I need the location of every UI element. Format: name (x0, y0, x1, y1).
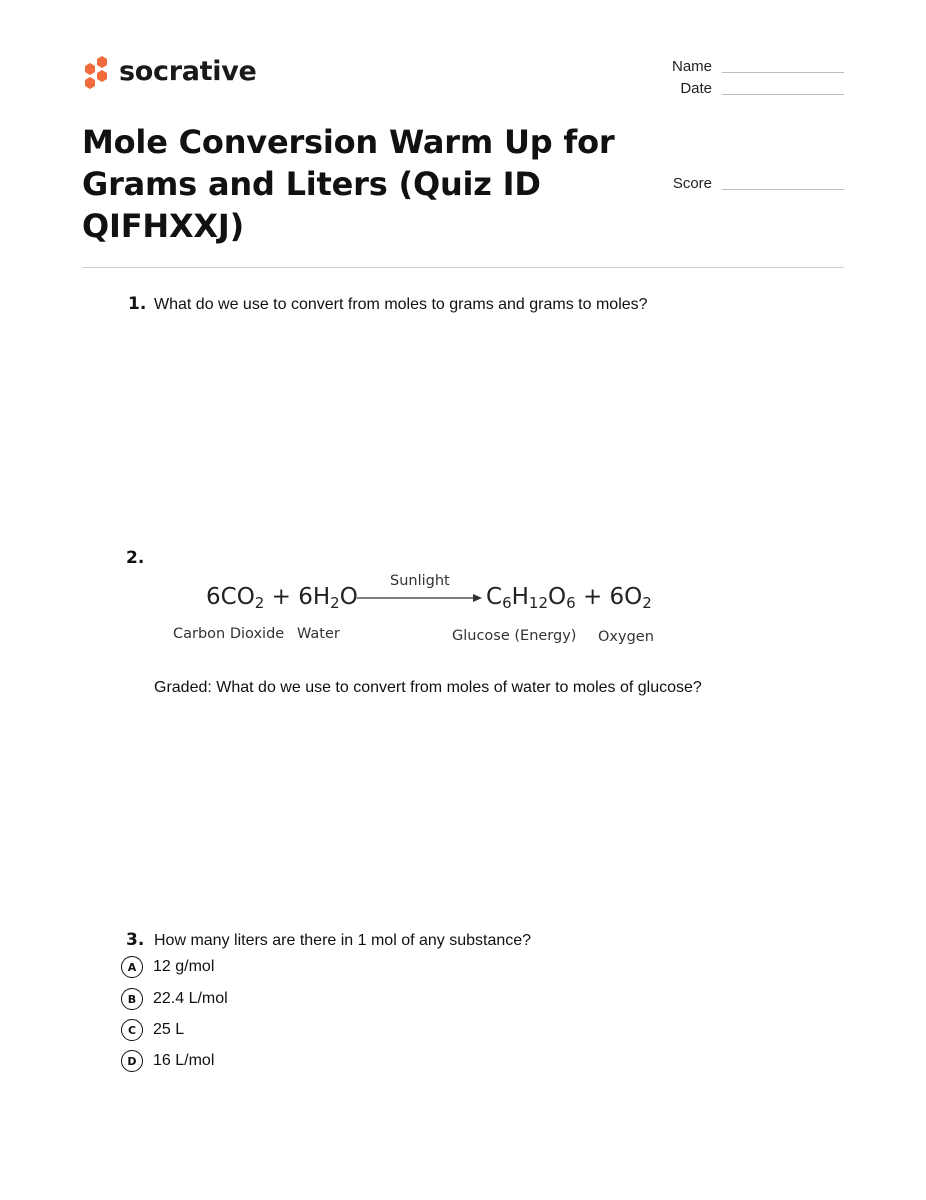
date-field-line[interactable] (722, 94, 844, 95)
option-d-badge: D (121, 1050, 143, 1072)
option-c-text: 25 L (153, 1021, 185, 1038)
brand-name: socrative (119, 56, 257, 87)
hexagon-cluster-icon (82, 54, 110, 90)
quiz-title: Mole Conversion Warm Up for Grams and Liters (Quiz ID QIFHXXJ) (82, 123, 615, 245)
label-water: Water (297, 626, 340, 642)
photosynthesis-equation (168, 568, 668, 658)
option-c[interactable] (121, 1019, 184, 1041)
label-carbon-dioxide: Carbon Dioxide (173, 626, 285, 642)
label-oxygen: Oxygen (598, 629, 654, 645)
reactants: $6CO_2 + 6H_2O$ (206, 584, 358, 612)
question-1-text: What do we use to convert from moles to grams and grams to moles? (154, 296, 648, 313)
option-c-badge: C (121, 1019, 143, 1041)
option-b-badge: B (121, 988, 143, 1010)
question-3-number: 3. (126, 930, 145, 950)
score-field-line[interactable] (722, 189, 844, 190)
arrow-label-sunlight: Sunlight (390, 573, 450, 589)
question-1-number: 1. (128, 294, 147, 314)
option-b[interactable] (121, 988, 228, 1010)
option-a-badge: A (121, 956, 143, 978)
question-3-text: How many liters are there in 1 mol of any substance? (154, 932, 532, 949)
label-glucose: Glucose (Energy) (452, 628, 577, 644)
score-label: Score (672, 175, 712, 192)
question-2-number: 2. (126, 548, 145, 568)
socrative-logo (82, 54, 257, 90)
name-label: Name (671, 58, 712, 75)
option-d-text: 16 L/mol (153, 1052, 215, 1069)
products: $C_6H_{12}O_6 + 6O_2$ (486, 584, 652, 612)
option-a[interactable] (121, 956, 214, 978)
reaction-arrow-icon (356, 592, 484, 604)
name-field-line[interactable] (722, 72, 844, 73)
header-divider (82, 267, 844, 268)
option-a-text: 12 g/mol (153, 958, 215, 975)
option-d[interactable] (121, 1050, 214, 1072)
date-label: Date (680, 80, 712, 97)
option-b-text: 22.4 L/mol (153, 990, 228, 1007)
question-2-text: Graded: What do we use to convert from moles of water to moles of glucose? (154, 679, 702, 696)
